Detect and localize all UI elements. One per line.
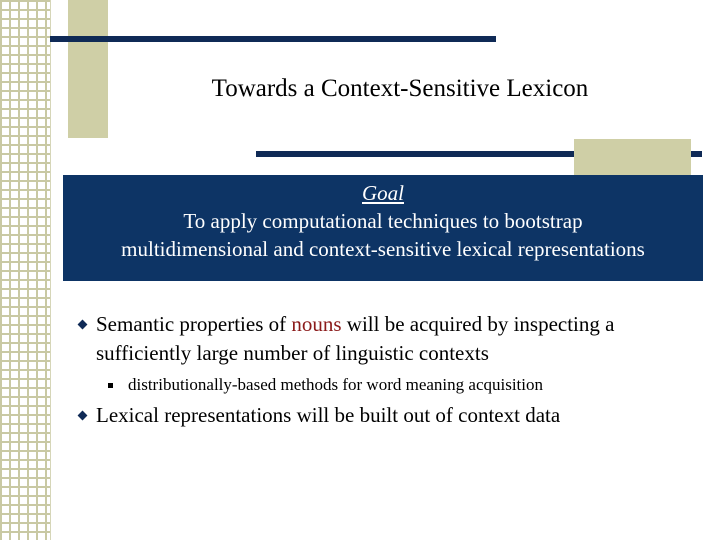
bullet-text: Lexical representations will be built out of context data [96,403,561,427]
diamond-bullet-icon [78,320,88,330]
diamond-bullet-icon [78,411,88,421]
decorative-khaki-block-right [574,139,691,175]
grid-pattern-strip [0,0,51,540]
goal-heading: Goal [362,181,404,205]
bullet-text-start: Semantic properties of [96,312,292,336]
sub-bullet-text: distributionally-based methods for word meaning acquisition [128,375,544,394]
goal-text-line-1: To apply computational techniques to bootstrap [183,209,583,233]
highlighted-term: nouns [291,312,342,336]
decorative-khaki-block-top [68,0,108,138]
bullet-text-end: will be acquired by inspecting a sufficiently large number of linguistic contexts [96,312,615,365]
bullet-list [76,310,696,430]
bullet-item [76,401,696,430]
title-top-rule [50,36,496,42]
sub-bullet-item [104,374,696,396]
goal-box [63,175,703,281]
bullet-item [76,310,696,368]
square-bullet-icon [108,383,113,388]
slide-title: Towards a Context-Sensitive Lexicon [211,75,589,102]
goal-text-line-2: multidimensional and context-sensitive lexical representations [121,237,645,261]
